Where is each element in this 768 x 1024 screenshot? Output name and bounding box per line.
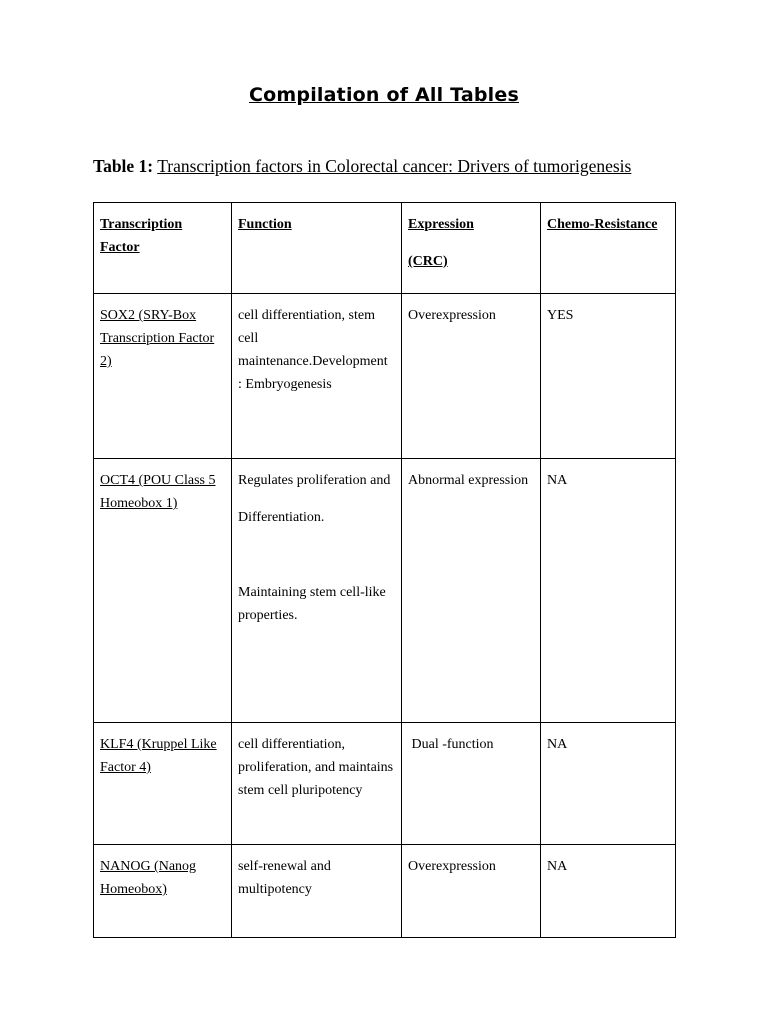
expression-cell [402, 845, 541, 938]
expression-text: Abnormal expression [408, 473, 529, 488]
function-text: cell differentiation, proliferation, and maintains stem cell pluripotency [238, 737, 394, 798]
chemo-cell [541, 459, 676, 723]
function-cell [232, 459, 402, 723]
header-expression-line2: (CRC) [408, 254, 448, 269]
expression-text: Overexpression [408, 859, 496, 874]
expression-cell [402, 294, 541, 459]
header-expression [402, 203, 541, 294]
factor-cell [94, 294, 232, 459]
table-row [94, 845, 676, 938]
expression-text: Dual -function [408, 737, 494, 752]
header-transcription-factor [94, 203, 232, 294]
chemo-cell [541, 845, 676, 938]
factor-cell [94, 459, 232, 723]
header-chemo-resistance [541, 203, 676, 294]
header-function [232, 203, 402, 294]
function-text-1: Regulates proliferation and [238, 473, 391, 488]
table-row [94, 459, 676, 723]
chemo-cell [541, 294, 676, 459]
expression-text: Overexpression [408, 308, 496, 323]
chemo-text: NA [547, 737, 568, 752]
function-cell [232, 845, 402, 938]
chemo-text: YES [547, 308, 574, 323]
expression-cell [402, 723, 541, 845]
function-text-2: Differentiation. [238, 510, 325, 525]
transcription-factors-table [93, 202, 676, 938]
table-row [94, 723, 676, 845]
table-label: Table 1: [93, 156, 154, 176]
table-title: Transcription factors in Colorectal cancer: Drivers of tumorigenesis [157, 156, 632, 176]
chemo-text: NA [547, 859, 568, 874]
chemo-text: NA [547, 473, 568, 488]
function-text-3: Maintaining stem cell-like properties. [238, 585, 386, 623]
function-text: self-renewal and multipotency [238, 859, 331, 897]
factor-name: NANOG (Nanog Homeobox) [100, 859, 197, 897]
factor-name: KLF4 (Kruppel Like Factor 4) [100, 737, 217, 775]
function-cell [232, 723, 402, 845]
factor-name: SOX2 (SRY-Box Transcription Factor 2) [100, 308, 215, 369]
table-row [94, 294, 676, 459]
table-caption [93, 156, 631, 177]
table-header-row [94, 203, 676, 294]
factor-cell [94, 723, 232, 845]
header-factor-line2: Factor [100, 240, 140, 255]
factor-name: OCT4 (POU Class 5 Homeobox 1) [100, 473, 216, 511]
expression-cell [402, 459, 541, 723]
header-function-label: Function [238, 217, 292, 232]
function-text: cell differentiation, stem cell maintenance.Development : Embryogenesis [238, 308, 388, 392]
header-chemo-label: Chemo-Resistance [547, 217, 658, 232]
page-title: Compilation of All Tables [249, 84, 519, 106]
header-factor-line1: Transcription [100, 217, 183, 232]
header-expression-line1: Expression [408, 217, 474, 232]
function-cell [232, 294, 402, 459]
chemo-cell [541, 723, 676, 845]
factor-cell [94, 845, 232, 938]
